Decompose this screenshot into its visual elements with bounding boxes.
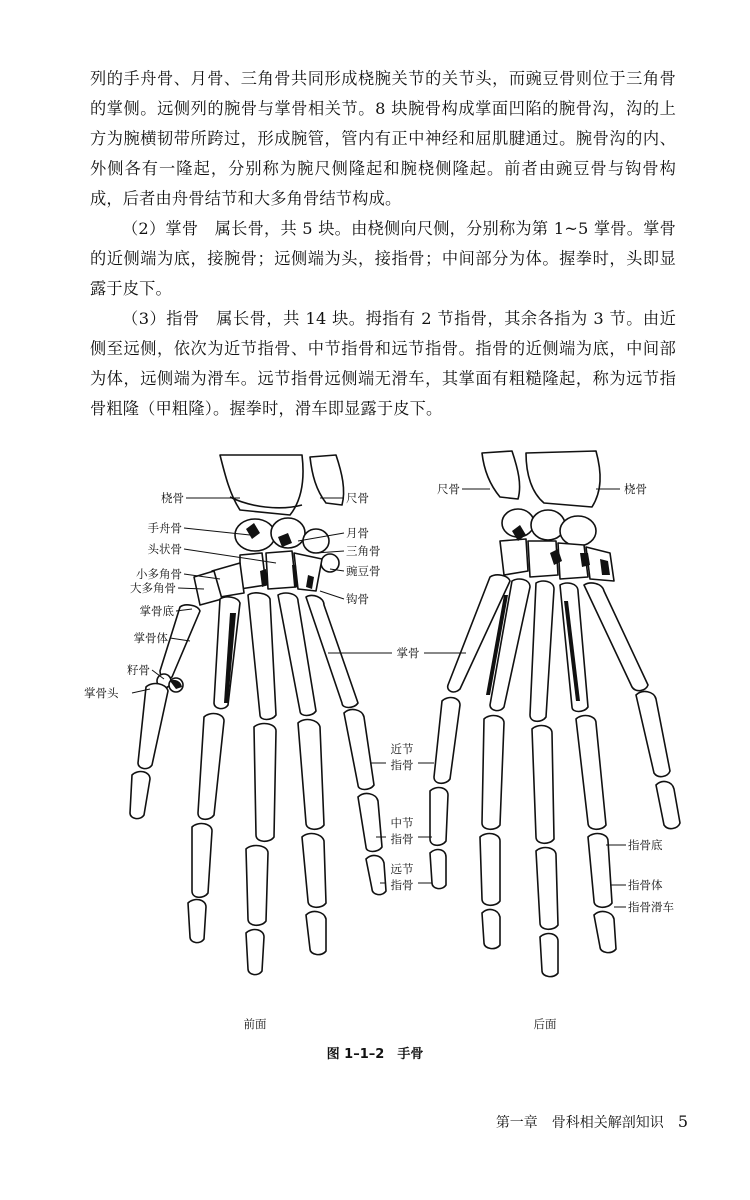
label-phalanx-base: 指骨底 — [628, 838, 663, 852]
label-middle-phalanx-line2: 指骨 — [390, 832, 414, 846]
label-metacarpal-body: 掌骨体 — [133, 631, 168, 645]
label-sesamoid: 籽骨 — [127, 663, 150, 677]
paragraph-phalanges: （3）指骨 属长骨，共 14 块。拇指有 2 节指骨，其余各指为 3 节。由近侧至远侧，依次为近节指骨、中节指骨和远节指骨。指骨的近侧端为底，中间部为体，远侧端为滑车。远节指骨远侧端无滑车，其掌面有粗糙隆起，称为远节指骨粗隆（甲粗隆）。握拳时，滑车即显露于皮下。 — [90, 309, 676, 418]
label-scaphoid: 手舟骨 — [147, 521, 182, 535]
label-distal-phalanx-line2: 指骨 — [390, 878, 414, 892]
label-trapezium: 大多角骨 — [130, 581, 176, 595]
label-proximal-phalanx-line1: 近节 — [390, 742, 414, 756]
chapter-title: 第一章 骨科相关解剖知识 — [495, 1115, 664, 1131]
label-middle-phalanx-line1: 中节 — [390, 816, 414, 830]
figure-caption: 图 1–1–2 手骨 — [326, 1047, 424, 1062]
page-number: 5 — [677, 1112, 688, 1131]
label-metacarpal-head: 掌骨头 — [84, 686, 119, 700]
label-capitate: 头状骨 — [147, 542, 182, 556]
label-radius-back: 桡骨 — [624, 482, 647, 496]
label-phalanx-trochlea: 指骨滑车 — [628, 900, 674, 914]
hand-bones-figure — [80, 445, 690, 1035]
paragraph-carpals: 列的手舟骨、月骨、三角骨共同形成桡腕关节的关节头，而豌豆骨则位于三角骨的掌侧。远侧列的腕骨与掌骨相关节。8 块腕骨构成掌面凹陷的腕骨沟，沟的上方为腕横韧带所跨过，形成腕管，管内有正中神经和屈肌腱通过。腕骨沟的内、外侧各有一隆起，分别称为腕尺侧隆起和腕桡侧隆起。前者由豌豆骨与钩骨构成，后者由舟骨结节和大多角骨结节构成。 — [90, 69, 676, 208]
label-metacarpal: 掌骨 — [396, 646, 420, 660]
label-triquetrum: 三角骨 — [346, 544, 381, 558]
paragraph-metacarpals: （2）掌骨 属长骨，共 5 块。由桡侧向尺侧，分别称为第 1~5 掌骨。掌骨的近侧端为底，接腕骨；远侧端为头，接指骨；中间部分为体。握拳时，头即显露于皮下。 — [90, 219, 676, 298]
label-distal-phalanx-line1: 远节 — [390, 862, 414, 876]
label-pisiform: 豌豆骨 — [346, 564, 381, 578]
label-lunate: 月骨 — [346, 526, 369, 540]
label-back-view: 后面 — [533, 1017, 557, 1031]
label-trapezoid: 小多角骨 — [136, 567, 182, 581]
body-text — [90, 64, 676, 424]
label-proximal-phalanx-line2: 指骨 — [390, 758, 414, 772]
label-metacarpal-base: 掌骨底 — [139, 604, 174, 618]
page-footer — [496, 1112, 688, 1132]
label-radius-front: 桡骨 — [161, 491, 184, 505]
label-phalanx-body: 指骨体 — [628, 878, 663, 892]
label-front-view: 前面 — [243, 1017, 267, 1031]
label-ulna-back: 尺骨 — [437, 482, 460, 496]
label-hamate: 钩骨 — [346, 592, 369, 606]
label-ulna-front: 尺骨 — [346, 491, 369, 505]
